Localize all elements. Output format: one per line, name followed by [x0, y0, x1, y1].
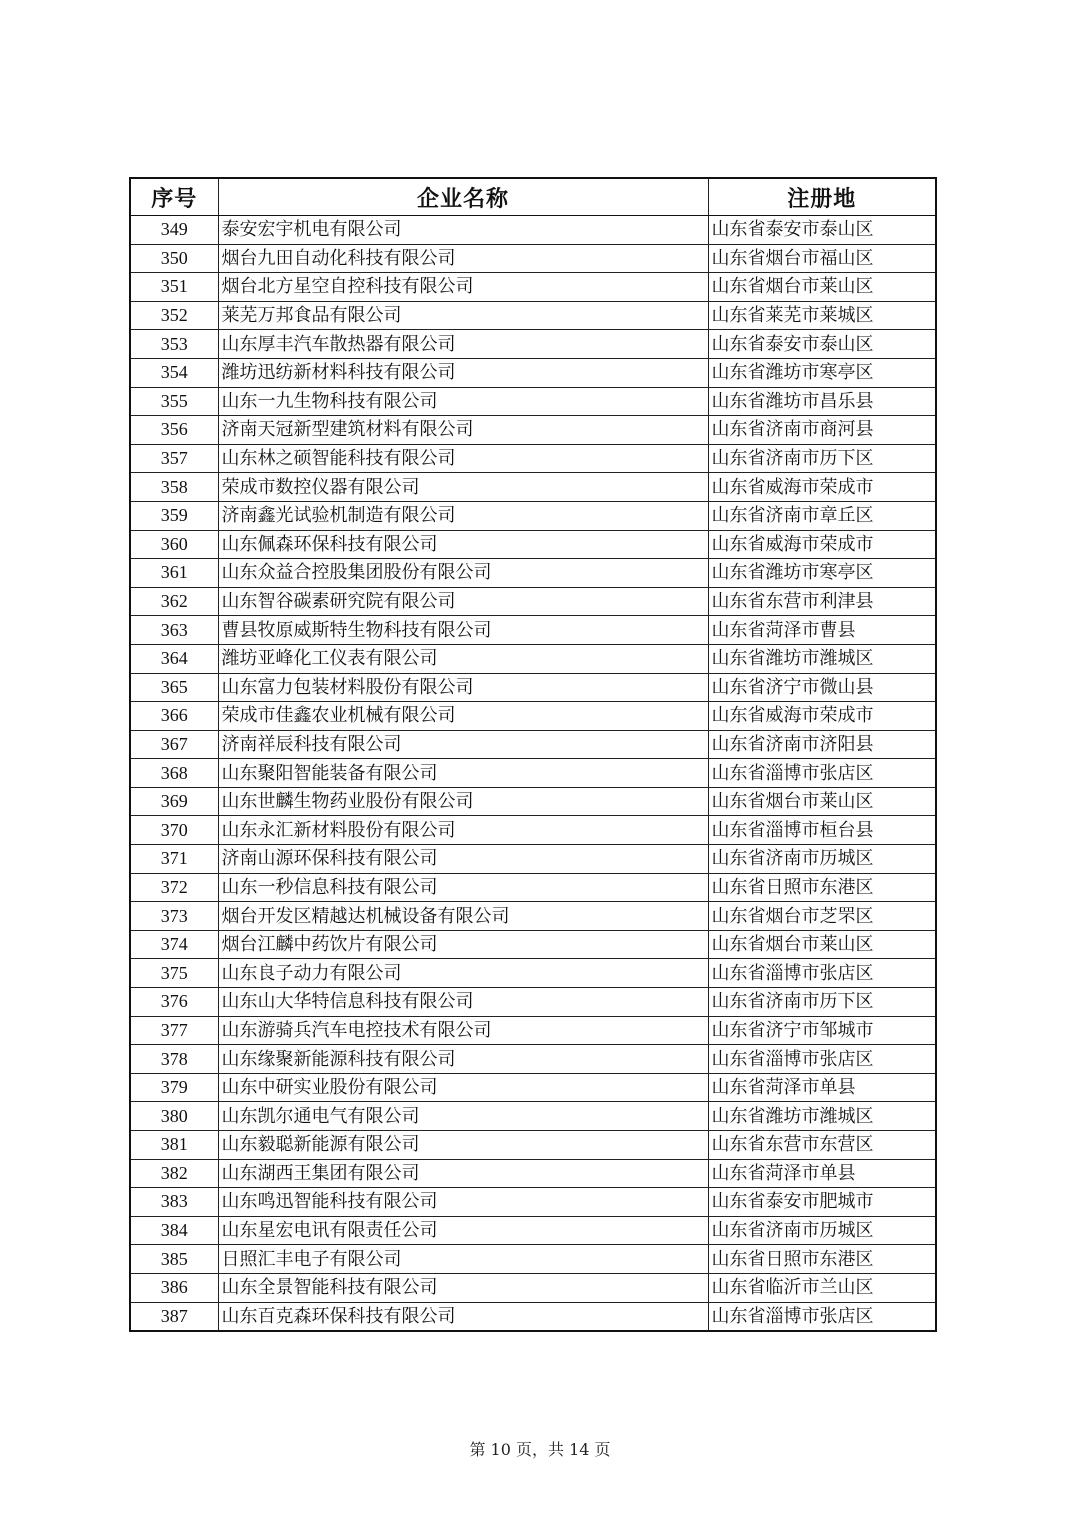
enterprise-name-cell: 山东全景智能科技有限公司	[218, 1273, 708, 1302]
registration-place-cell: 山东省东营市东营区	[708, 1131, 936, 1160]
registration-place-cell: 山东省济南市章丘区	[708, 501, 936, 530]
registration-place-cell: 山东省烟台市芝罘区	[708, 902, 936, 931]
header-serial-number: 序号	[130, 178, 218, 216]
table-row	[130, 473, 936, 502]
serial-number-cell: 377	[130, 1016, 218, 1045]
registration-place-cell: 山东省威海市荣成市	[708, 473, 936, 502]
enterprise-name-cell: 荣成市佳鑫农业机械有限公司	[218, 702, 708, 731]
enterprise-name-cell: 山东凯尔通电气有限公司	[218, 1102, 708, 1131]
registration-place-cell: 山东省淄博市张店区	[708, 959, 936, 988]
serial-number-cell: 381	[130, 1131, 218, 1160]
enterprise-name-cell: 曹县牧原威斯特生物科技有限公司	[218, 616, 708, 645]
serial-number-cell: 360	[130, 530, 218, 559]
registration-place-cell: 山东省淄博市张店区	[708, 1302, 936, 1331]
enterprise-name-cell: 济南山源环保科技有限公司	[218, 845, 708, 874]
registration-place-cell: 山东省烟台市莱山区	[708, 273, 936, 302]
enterprise-name-cell: 山东一九生物科技有限公司	[218, 387, 708, 416]
table-row	[130, 273, 936, 302]
serial-number-cell: 375	[130, 959, 218, 988]
table-row	[130, 644, 936, 673]
registration-place-cell: 山东省菏泽市曹县	[708, 616, 936, 645]
serial-number-cell: 386	[130, 1273, 218, 1302]
serial-number-cell: 356	[130, 416, 218, 445]
serial-number-cell: 383	[130, 1188, 218, 1217]
registration-place-cell: 山东省淄博市张店区	[708, 759, 936, 788]
serial-number-cell: 385	[130, 1245, 218, 1274]
enterprise-name-cell: 泰安宏宇机电有限公司	[218, 216, 708, 245]
table-row	[130, 902, 936, 931]
registration-place-cell: 山东省泰安市泰山区	[708, 330, 936, 359]
table-row	[130, 959, 936, 988]
serial-number-cell: 349	[130, 216, 218, 245]
table-row	[130, 1131, 936, 1160]
serial-number-cell: 370	[130, 816, 218, 845]
registration-place-cell: 山东省济宁市邹城市	[708, 1016, 936, 1045]
registration-place-cell: 山东省莱芜市莱城区	[708, 301, 936, 330]
registration-place-cell: 山东省日照市东港区	[708, 873, 936, 902]
table-row	[130, 988, 936, 1017]
registration-place-cell: 山东省潍坊市潍城区	[708, 644, 936, 673]
enterprise-name-cell: 山东世麟生物药业股份有限公司	[218, 787, 708, 816]
registration-place-cell: 山东省菏泽市单县	[708, 1159, 936, 1188]
table-row	[130, 616, 936, 645]
serial-number-cell: 378	[130, 1045, 218, 1074]
registration-place-cell: 山东省烟台市莱山区	[708, 787, 936, 816]
enterprise-name-cell: 山东一秒信息科技有限公司	[218, 873, 708, 902]
serial-number-cell: 387	[130, 1302, 218, 1331]
serial-number-cell: 363	[130, 616, 218, 645]
enterprise-name-cell: 山东缘聚新能源科技有限公司	[218, 1045, 708, 1074]
serial-number-cell: 354	[130, 358, 218, 387]
enterprise-name-cell: 烟台北方星空自控科技有限公司	[218, 273, 708, 302]
enterprise-name-cell: 山东富力包装材料股份有限公司	[218, 673, 708, 702]
serial-number-cell: 362	[130, 587, 218, 616]
serial-number-cell: 357	[130, 444, 218, 473]
serial-number-cell: 353	[130, 330, 218, 359]
enterprise-name-cell: 山东厚丰汽车散热器有限公司	[218, 330, 708, 359]
table-row	[130, 444, 936, 473]
registration-place-cell: 山东省济南市历城区	[708, 1216, 936, 1245]
serial-number-cell: 359	[130, 501, 218, 530]
table-row	[130, 873, 936, 902]
table-row	[130, 559, 936, 588]
table-row	[130, 416, 936, 445]
serial-number-cell: 380	[130, 1102, 218, 1131]
table-row	[130, 787, 936, 816]
registration-place-cell: 山东省济宁市微山县	[708, 673, 936, 702]
enterprise-name-cell: 济南祥辰科技有限公司	[218, 730, 708, 759]
serial-number-cell: 352	[130, 301, 218, 330]
enterprise-name-cell: 山东湖西王集团有限公司	[218, 1159, 708, 1188]
header-enterprise-name: 企业名称	[218, 178, 708, 216]
serial-number-cell: 374	[130, 930, 218, 959]
registration-place-cell: 山东省泰安市肥城市	[708, 1188, 936, 1217]
enterprise-name-cell: 山东林之硕智能科技有限公司	[218, 444, 708, 473]
registration-place-cell: 山东省济南市历下区	[708, 444, 936, 473]
registration-place-cell: 山东省淄博市张店区	[708, 1045, 936, 1074]
registration-place-cell: 山东省潍坊市昌乐县	[708, 387, 936, 416]
serial-number-cell: 351	[130, 273, 218, 302]
table-row	[130, 244, 936, 273]
registration-place-cell: 山东省烟台市福山区	[708, 244, 936, 273]
registration-place-cell: 山东省济南市济阳县	[708, 730, 936, 759]
header-row	[130, 178, 936, 216]
enterprise-name-cell: 山东良子动力有限公司	[218, 959, 708, 988]
serial-number-cell: 366	[130, 702, 218, 731]
table-row	[130, 301, 936, 330]
enterprise-name-cell: 山东佩森环保科技有限公司	[218, 530, 708, 559]
table-row	[130, 501, 936, 530]
serial-number-cell: 369	[130, 787, 218, 816]
enterprise-name-cell: 济南鑫光试验机制造有限公司	[218, 501, 708, 530]
registration-place-cell: 山东省济南市商河县	[708, 416, 936, 445]
table-row	[130, 1102, 936, 1131]
table-row	[130, 759, 936, 788]
table-row	[130, 1045, 936, 1074]
registration-place-cell: 山东省威海市荣成市	[708, 530, 936, 559]
enterprise-name-cell: 山东鸣迅智能科技有限公司	[218, 1188, 708, 1217]
enterprise-name-cell: 烟台江麟中药饮片有限公司	[218, 930, 708, 959]
enterprise-name-cell: 日照汇丰电子有限公司	[218, 1245, 708, 1274]
table-row	[130, 816, 936, 845]
enterprise-name-cell: 山东永汇新材料股份有限公司	[218, 816, 708, 845]
registration-place-cell: 山东省东营市利津县	[708, 587, 936, 616]
serial-number-cell: 382	[130, 1159, 218, 1188]
enterprise-name-cell: 山东毅聪新能源有限公司	[218, 1131, 708, 1160]
enterprise-name-cell: 山东智谷碳素研究院有限公司	[218, 587, 708, 616]
serial-number-cell: 367	[130, 730, 218, 759]
table-row	[130, 673, 936, 702]
enterprise-name-cell: 荣成市数控仪器有限公司	[218, 473, 708, 502]
enterprise-table	[129, 177, 937, 1332]
table-row	[130, 845, 936, 874]
table-row	[130, 1216, 936, 1245]
page-number-footer: 第 10 页，共 14 页	[469, 1440, 611, 1459]
registration-place-cell: 山东省烟台市莱山区	[708, 930, 936, 959]
table-row	[130, 702, 936, 731]
table-row	[130, 530, 936, 559]
header-registration-place: 注册地	[708, 178, 936, 216]
table-row	[130, 730, 936, 759]
table-row	[130, 387, 936, 416]
table-row	[130, 216, 936, 245]
serial-number-cell: 371	[130, 845, 218, 874]
registration-place-cell: 山东省济南市历城区	[708, 845, 936, 874]
enterprise-name-cell: 山东百克森环保科技有限公司	[218, 1302, 708, 1331]
enterprise-name-cell: 济南天冠新型建筑材料有限公司	[218, 416, 708, 445]
table-row	[130, 330, 936, 359]
enterprise-name-cell: 山东星宏电讯有限责任公司	[218, 1216, 708, 1245]
serial-number-cell: 364	[130, 644, 218, 673]
table-row	[130, 1073, 936, 1102]
registration-place-cell: 山东省济南市历下区	[708, 988, 936, 1017]
table-row	[130, 1159, 936, 1188]
enterprise-name-cell: 山东中研实业股份有限公司	[218, 1073, 708, 1102]
enterprise-name-cell: 烟台开发区精越达机械设备有限公司	[218, 902, 708, 931]
table-row	[130, 930, 936, 959]
enterprise-name-cell: 烟台九田自动化科技有限公司	[218, 244, 708, 273]
enterprise-name-cell: 潍坊亚峰化工仪表有限公司	[218, 644, 708, 673]
serial-number-cell: 358	[130, 473, 218, 502]
registration-place-cell: 山东省菏泽市单县	[708, 1073, 936, 1102]
table-row	[130, 1245, 936, 1274]
serial-number-cell: 376	[130, 988, 218, 1017]
table-row	[130, 1273, 936, 1302]
table-row	[130, 587, 936, 616]
enterprise-name-cell: 莱芜万邦食品有限公司	[218, 301, 708, 330]
table-row	[130, 358, 936, 387]
registration-place-cell: 山东省潍坊市潍城区	[708, 1102, 936, 1131]
registration-place-cell: 山东省潍坊市寒亭区	[708, 559, 936, 588]
enterprise-name-cell: 山东聚阳智能装备有限公司	[218, 759, 708, 788]
serial-number-cell: 373	[130, 902, 218, 931]
serial-number-cell: 384	[130, 1216, 218, 1245]
table-row	[130, 1188, 936, 1217]
serial-number-cell: 350	[130, 244, 218, 273]
enterprise-name-cell: 山东山大华特信息科技有限公司	[218, 988, 708, 1017]
serial-number-cell: 365	[130, 673, 218, 702]
enterprise-name-cell: 山东众益合控股集团股份有限公司	[218, 559, 708, 588]
registration-place-cell: 山东省临沂市兰山区	[708, 1273, 936, 1302]
enterprise-name-cell: 潍坊迅纺新材料科技有限公司	[218, 358, 708, 387]
table-body	[130, 216, 936, 1332]
enterprise-table-container	[129, 177, 935, 1332]
serial-number-cell: 355	[130, 387, 218, 416]
table-row	[130, 1302, 936, 1331]
serial-number-cell: 379	[130, 1073, 218, 1102]
serial-number-cell: 372	[130, 873, 218, 902]
serial-number-cell: 361	[130, 559, 218, 588]
enterprise-name-cell: 山东游骑兵汽车电控技术有限公司	[218, 1016, 708, 1045]
serial-number-cell: 368	[130, 759, 218, 788]
registration-place-cell: 山东省日照市东港区	[708, 1245, 936, 1274]
registration-place-cell: 山东省潍坊市寒亭区	[708, 358, 936, 387]
table-header	[130, 178, 936, 216]
registration-place-cell: 山东省淄博市桓台县	[708, 816, 936, 845]
table-row	[130, 1016, 936, 1045]
registration-place-cell: 山东省威海市荣成市	[708, 702, 936, 731]
registration-place-cell: 山东省泰安市泰山区	[708, 216, 936, 245]
